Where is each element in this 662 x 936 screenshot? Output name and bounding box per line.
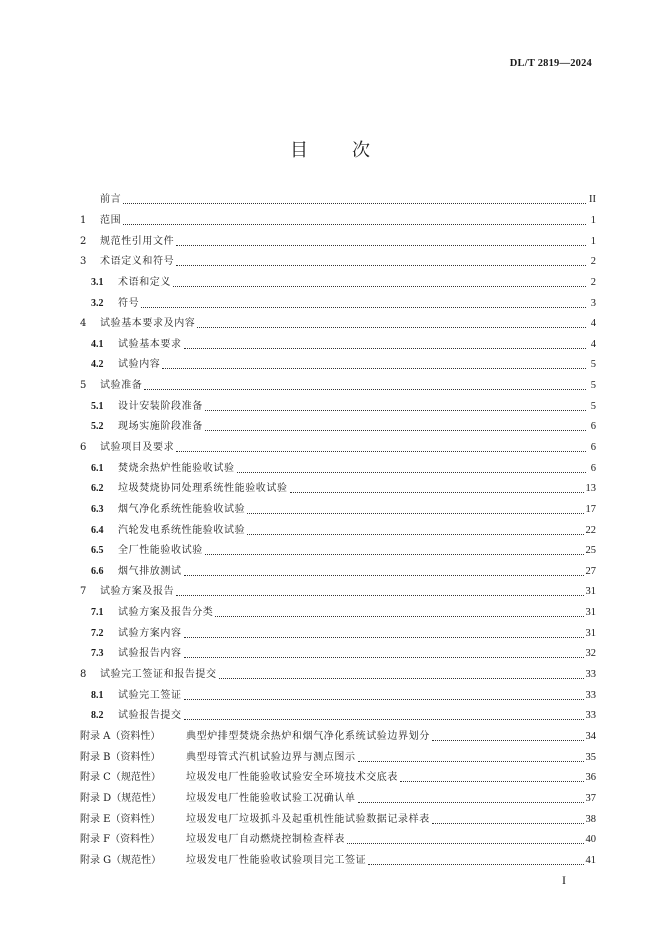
toc-entry-label: 试验方案及报告分类 xyxy=(118,607,214,619)
toc-entry[interactable] xyxy=(80,355,596,376)
toc-entry[interactable] xyxy=(80,252,596,273)
toc-entry-number: 7 xyxy=(80,586,87,598)
toc-entry-label: 试验完工签证 xyxy=(118,689,182,701)
dot-leader xyxy=(215,615,583,617)
toc-entry-label: 设计安装阶段准备 xyxy=(118,400,203,412)
toc-entry[interactable] xyxy=(80,417,596,438)
toc-entry[interactable] xyxy=(80,706,596,727)
toc-entry-label: 烟气净化系统性能验收试验 xyxy=(118,503,246,515)
toc-entry-page: 6 xyxy=(590,421,596,433)
toc-entry-label: 试验报告内容 xyxy=(118,648,182,660)
dot-leader xyxy=(205,409,586,411)
toc-entry-page: 2 xyxy=(590,256,596,268)
toc-entry-label: 前言 xyxy=(100,194,122,206)
toc-entry-number: 6 xyxy=(80,442,87,453)
toc-entry-page: 22 xyxy=(585,524,596,536)
toc-entry-page: 4 xyxy=(590,318,596,330)
dot-leader xyxy=(176,244,586,246)
toc-entry-number: 附录 F（资料性） xyxy=(80,834,161,846)
dot-leader xyxy=(400,780,584,782)
toc-entry-number: 6.3 xyxy=(91,503,104,515)
toc-entry-number: 7.1 xyxy=(91,607,104,619)
toc-entry-page: 35 xyxy=(585,751,596,763)
toc-entry[interactable] xyxy=(80,789,596,810)
toc-entry-label: 垃圾发电厂性能验收试验安全环境技术交底表 xyxy=(186,772,398,784)
toc-entry-label: 全厂性能验收试验 xyxy=(118,545,203,557)
toc-entry-page: 33 xyxy=(585,710,596,722)
dot-leader xyxy=(184,574,584,576)
dot-leader xyxy=(184,698,584,700)
toc-entry-label: 术语和定义 xyxy=(118,276,171,288)
toc-entry-number: 4 xyxy=(80,318,87,330)
toc-entry-page: 36 xyxy=(585,772,596,784)
toc-entry-page: 27 xyxy=(585,565,596,577)
toc-entry-page: II xyxy=(589,194,596,206)
toc-entry-page: 6 xyxy=(590,442,596,453)
toc-entry-number: 5.2 xyxy=(91,421,104,433)
toc-entry-label: 试验基本要求及内容 xyxy=(100,318,196,330)
toc-entry[interactable] xyxy=(80,665,596,686)
toc-entry-label: 烟气排放测试 xyxy=(118,565,182,577)
dot-leader xyxy=(123,223,586,225)
toc-entry-number: 3.2 xyxy=(91,297,104,309)
toc-entry-number: 3.1 xyxy=(91,276,104,288)
toc-entry-page: 17 xyxy=(585,503,596,515)
toc-entry-number: 3 xyxy=(80,256,87,268)
title-char-1: 目 xyxy=(290,140,310,161)
dot-leader xyxy=(358,760,584,762)
toc-entry[interactable] xyxy=(80,747,596,768)
toc-entry[interactable] xyxy=(80,314,596,335)
toc-entry[interactable] xyxy=(80,334,596,355)
toc-entry-label: 垃圾发电厂性能验收试验工况确认单 xyxy=(186,792,356,804)
dot-leader xyxy=(247,533,583,535)
toc-entry-number: 4.2 xyxy=(91,359,104,371)
toc-entry-label: 汽轮发电系统性能验收试验 xyxy=(118,524,246,536)
toc-entry-page: 31 xyxy=(585,586,596,598)
toc-entry-page: 37 xyxy=(585,792,596,804)
toc-entry-number: 附录 C（规范性） xyxy=(80,772,161,784)
toc-entry-page: 5 xyxy=(590,400,596,412)
dot-leader xyxy=(290,491,584,493)
toc-entry[interactable] xyxy=(80,190,596,211)
toc-entry-number: 4.1 xyxy=(91,338,104,350)
toc-entry-label: 规范性引用文件 xyxy=(100,235,175,247)
toc-entry-page: 31 xyxy=(585,607,596,619)
toc-entry-page: 6 xyxy=(590,462,596,474)
table-of-contents xyxy=(80,190,596,871)
toc-entry[interactable] xyxy=(80,768,596,789)
toc-entry-page: 2 xyxy=(590,276,596,288)
toc-entry[interactable] xyxy=(80,582,596,603)
toc-entry-page: 33 xyxy=(585,669,596,681)
dot-leader xyxy=(247,512,583,514)
toc-entry[interactable] xyxy=(80,211,596,232)
toc-entry[interactable] xyxy=(80,644,596,665)
dot-leader xyxy=(197,326,586,328)
toc-entry[interactable] xyxy=(80,293,596,314)
toc-entry-number: 8 xyxy=(80,669,87,681)
dot-leader xyxy=(141,306,586,308)
toc-entry[interactable] xyxy=(80,562,596,583)
toc-entry-label: 垃圾焚烧协同处理系统性能验收试验 xyxy=(118,483,288,495)
toc-entry-label: 现场实施阶段准备 xyxy=(118,421,203,433)
toc-entry-page: 3 xyxy=(590,297,596,309)
toc-entry[interactable] xyxy=(80,727,596,748)
document-code: DL/T 2819—2024 xyxy=(509,58,592,69)
toc-entry-page: 1 xyxy=(590,214,596,226)
toc-entry-label: 符号 xyxy=(118,297,140,309)
toc-entry[interactable] xyxy=(80,479,596,500)
toc-entry-page: 40 xyxy=(585,834,596,846)
toc-entry-page: 5 xyxy=(590,359,596,371)
toc-entry-number: 6.5 xyxy=(91,545,104,557)
dot-leader xyxy=(184,718,584,720)
toc-entry[interactable] xyxy=(80,520,596,541)
toc-entry[interactable] xyxy=(80,273,596,294)
dot-leader xyxy=(237,471,586,473)
toc-entry-page: 34 xyxy=(585,730,596,742)
dot-leader xyxy=(219,677,584,679)
toc-entry[interactable] xyxy=(80,685,596,706)
toc-entry-number: 5.1 xyxy=(91,400,104,412)
toc-entry-number: 7.3 xyxy=(91,648,104,660)
dot-leader xyxy=(144,388,586,390)
dot-leader xyxy=(347,842,584,844)
toc-entry-number: 附录 B（资料性） xyxy=(80,751,161,763)
toc-entry-number: 1 xyxy=(80,214,87,226)
toc-entry[interactable] xyxy=(80,830,596,851)
toc-entry-label: 垃圾发电厂自动燃烧控制检查样表 xyxy=(186,834,345,846)
dot-leader xyxy=(184,636,584,638)
toc-entry-page: 38 xyxy=(585,813,596,825)
toc-entry-page: 1 xyxy=(590,235,596,247)
dot-leader xyxy=(205,429,586,431)
toc-entry-label: 试验方案内容 xyxy=(118,627,182,639)
toc-entry-label: 术语定义和符号 xyxy=(100,256,175,268)
toc-entry-number: 7.2 xyxy=(91,627,104,639)
toc-entry-label: 试验准备 xyxy=(100,380,143,392)
dot-leader xyxy=(184,347,586,349)
toc-entry-label: 试验完工签证和报告提交 xyxy=(100,669,217,681)
toc-entry-number: 附录 E（资料性） xyxy=(80,813,161,825)
dot-leader xyxy=(176,594,583,596)
toc-entry-number: 6.2 xyxy=(91,483,104,495)
toc-entry-label: 范围 xyxy=(100,214,122,226)
toc-entry[interactable] xyxy=(80,438,596,459)
toc-entry-page: 32 xyxy=(585,648,596,660)
toc-entry-label: 试验项目及要求 xyxy=(100,442,175,453)
toc-entry[interactable] xyxy=(80,603,596,624)
toc-entry-label: 垃圾发电厂性能验收试验项目完工签证 xyxy=(186,854,367,866)
toc-entry[interactable] xyxy=(80,231,596,252)
toc-entry[interactable] xyxy=(80,541,596,562)
toc-entry-number: 附录 G（规范性） xyxy=(80,854,162,866)
toc-entry[interactable] xyxy=(80,851,596,872)
toc-entry[interactable] xyxy=(80,500,596,521)
toc-entry-page: 4 xyxy=(590,338,596,350)
toc-entry-label: 典型母管式汽机试验边界与测点图示 xyxy=(186,751,356,763)
toc-entry-number: 2 xyxy=(80,235,87,247)
toc-entry-page: 41 xyxy=(585,854,596,866)
toc-entry-page: 25 xyxy=(585,545,596,557)
dot-leader xyxy=(123,202,586,204)
toc-entry-number: 6.1 xyxy=(91,462,104,474)
toc-entry-number: 6.6 xyxy=(91,565,104,577)
toc-entry-page: 33 xyxy=(585,689,596,701)
toc-entry-label: 典型炉排型焚烧余热炉和烟气净化系统试验边界划分 xyxy=(186,730,430,742)
dot-leader xyxy=(432,739,584,741)
title-char-2: 次 xyxy=(352,140,372,161)
dot-leader xyxy=(176,264,586,266)
toc-entry-label: 试验内容 xyxy=(118,359,161,371)
toc-entry[interactable] xyxy=(80,376,596,397)
toc-entry-label: 试验基本要求 xyxy=(118,338,182,350)
dot-leader xyxy=(358,801,584,803)
dot-leader xyxy=(176,450,586,452)
toc-entry-label: 垃圾发电厂垃圾抓斗及起重机性能试验数据记录样表 xyxy=(186,813,430,825)
toc-entry[interactable] xyxy=(80,809,596,830)
toc-entry-page: 5 xyxy=(590,380,596,392)
dot-leader xyxy=(368,863,583,865)
dot-leader xyxy=(162,367,586,369)
toc-entry-number: 5 xyxy=(80,380,87,392)
toc-entry-number: 附录 D（规范性） xyxy=(80,792,162,804)
page-number: I xyxy=(562,873,566,887)
toc-entry[interactable] xyxy=(80,396,596,417)
toc-entry-label: 试验方案及报告 xyxy=(100,586,175,598)
toc-entry[interactable] xyxy=(80,458,596,479)
toc-entry-label: 焚烧余热炉性能验收试验 xyxy=(118,462,235,474)
page-title xyxy=(0,136,662,162)
toc-entry-page: 13 xyxy=(585,483,596,495)
toc-entry-number: 附录 A（资料性） xyxy=(80,730,161,742)
toc-entry-number: 8.2 xyxy=(91,710,104,722)
dot-leader xyxy=(184,656,584,658)
toc-entry[interactable] xyxy=(80,623,596,644)
toc-entry-label: 试验报告提交 xyxy=(118,710,182,722)
dot-leader xyxy=(173,285,586,287)
toc-entry-page: 31 xyxy=(585,627,596,639)
dot-leader xyxy=(432,822,584,824)
toc-entry-number: 8.1 xyxy=(91,689,104,701)
toc-entry-number: 6.4 xyxy=(91,524,104,536)
dot-leader xyxy=(205,553,584,555)
